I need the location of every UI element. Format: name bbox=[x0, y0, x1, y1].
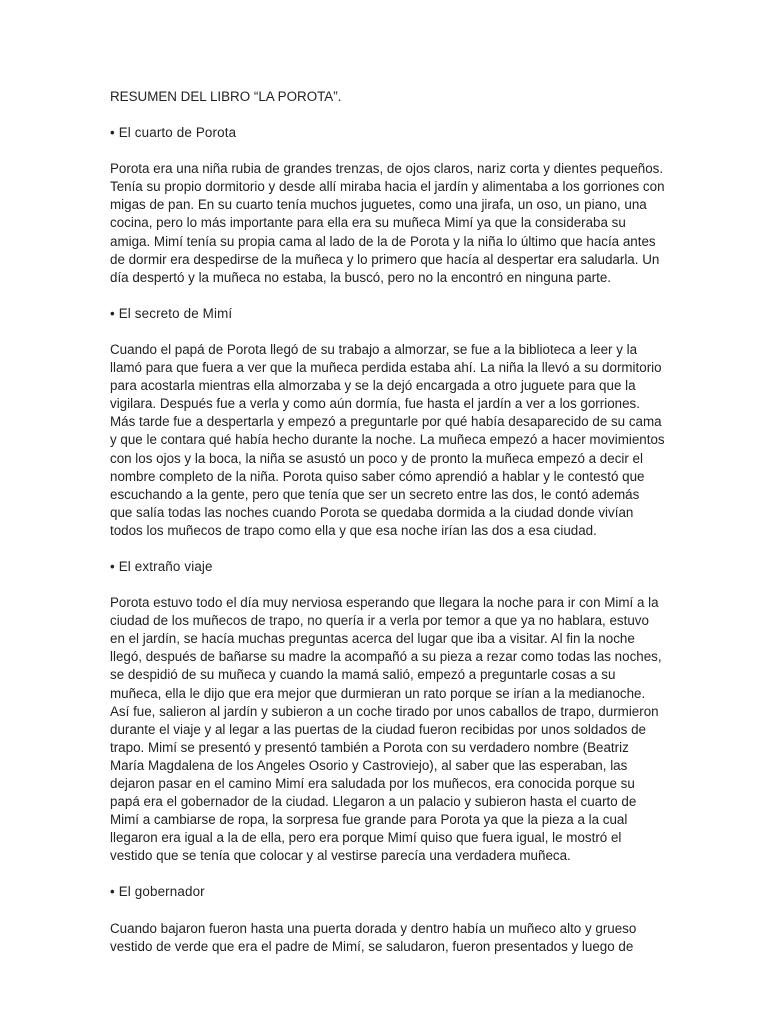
section-heading-gobernador: • El gobernador bbox=[110, 884, 205, 900]
section-paragraph-secreto: Cuando el papá de Porota llegó de su trabajo a almorzar, se fue a la biblioteca a leer y la llamó para que fuera a ver que la muñeca perdida estaba ahí. La niña la llevó a su dormitorio para acostarla mientras ella almorzaba y se la dejó encargada a otro juguete para que la vigilara. Después fue a verla y como aún dormía, fue hasta el jardín a ver a los gorriones. Más tarde fue a despertarla y empezó a preguntarle por qué había desaparecido de su cama y que le contara qué había hecho durante la noche. La muñeca empezó a hacer movimientos con los ojos y la boca, la niña se asustó un poco y de pronto la muñeca empezó a decir el nombre completo de la niña. Porota quiso saber cómo aprendió a hablar y le contestó que escuchando a la gente, pero que tenía que ser un secreto entre las dos, le contó además que salía todas las noches cuando Porota se quedaba dormida a la ciudad donde vivían todos los muñecos de trapo como ella y que esa noche irían las dos a esa ciudad. bbox=[110, 341, 665, 538]
section-paragraph-gobernador: Cuando bajaron fueron hasta una puerta dorada y dentro había un muñeco alto y grueso vestido de verde que era el padre de Mimí, se saludaron, fueron presentados y luego de bbox=[110, 920, 637, 954]
section-heading-secreto: • El secreto de Mimí bbox=[110, 305, 233, 321]
section-heading-viaje: • El extraño viaje bbox=[110, 558, 213, 574]
document-content bbox=[110, 88, 665, 974]
document-title: RESUMEN DEL LIBRO “LA POROTA”. bbox=[110, 89, 342, 104]
section-heading-cuarto: • El cuarto de Porota bbox=[110, 125, 237, 141]
section-paragraph-viaje: Porota estuvo todo el día muy nerviosa esperando que llegara la noche para ir con Mimí a la ciudad de los muñecos de trapo, no quería ir a verla por temor a que ya no hablara, estuvo en el jardín, se hacía muchas preguntas acerca del lugar que iba a visitar. Al fin la noche llegó, después de bañarse su madre la acompañó a su pieza a rezar como todas las noches, se despidió de su muñeca y cuando la mamá salió, empezó a preguntarle cosas a su muñeca, ella le dijo que era mejor que durmieran un rato porque se irían a la medianoche. Así fue, salieron al jardín y subieron a un coche tirado por unos caballos de trapo, durmieron durante el viaje y al legar a las puertas de la ciudad fueron recibidas por unos soldados de trapo. Mimí se presentó y presentó también a Porota con su verdadero nombre (Beatriz María Magdalena de los Angeles Osorio y Castroviejo), al saber que las esperaban, las dejaron pasar en el camino Mimí era saludada por los muñecos, era conocida porque su papá era el gobernador de la ciudad. Llegaron a un palacio y subieron hasta el cuarto de Mimí a cambiarse de ropa, la sorpresa fue grande para Porota ya que la pieza a la cual llegaron era igual a la de ella, pero era porque Mimí quiso que fuera igual, le mostró el vestido que se tenía que colocar y al vestirse parecía una verdadera muñeca. bbox=[110, 595, 662, 864]
section-paragraph-cuarto: Porota era una niña rubia de grandes trenzas, de ojos claros, nariz corta y dientes pequeños. Tenía su propio dormitorio y desde allí miraba hacia el jardín y alimentaba a los gorriones con migas de pan. En su cuarto tenía muchos juguetes, como una jirafa, un oso, un piano, una cocina, pero lo más importante para ella era su muñeca Mimí ya que la consideraba su amiga. Mimí tenía su propia cama al lado de la de Porota y la niña lo último que hacía antes de dormir era despedirse de la muñeca y lo primero que hacía al despertar era saludarla. Un día despertó y la muñeca no estaba, la buscó, pero no la encontró en ninguna parte. bbox=[110, 161, 665, 285]
